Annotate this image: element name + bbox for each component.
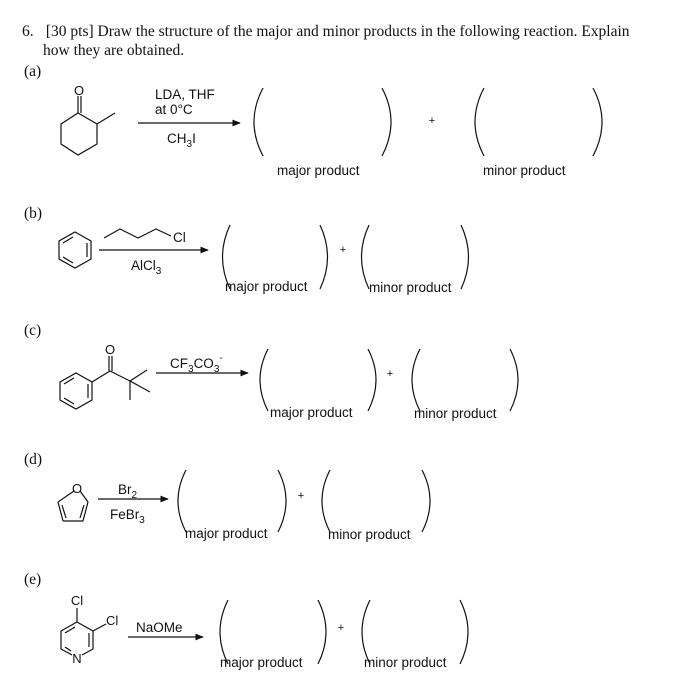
reagent-e-top: NaOMe xyxy=(136,620,183,635)
pivalophenone-structure xyxy=(60,356,150,409)
question-number: 6. xyxy=(22,23,34,40)
plus-sign-c: + xyxy=(386,368,394,380)
major-label-e: major product xyxy=(220,655,303,670)
dichloropyridine-structure xyxy=(61,608,106,655)
chlorine-label-b: Cl xyxy=(173,230,186,245)
minor-paren-left-b xyxy=(362,225,370,289)
plus-sign-e: + xyxy=(337,622,345,634)
minor-paren-right-c xyxy=(510,349,518,411)
minor-label-e: minor product xyxy=(364,655,447,670)
major-label-b: major product xyxy=(225,279,308,294)
chlorobutane-chain xyxy=(104,229,171,238)
part-b-label: (b) xyxy=(24,205,43,222)
major-label-a: major product xyxy=(277,163,360,178)
major-paren-left-c xyxy=(260,349,268,411)
plus-sign-d: + xyxy=(297,490,305,502)
reagent-a-bottom: $CH_3I$ xyxy=(167,131,196,150)
major-paren-left-d xyxy=(178,470,186,532)
minor-paren-right-b xyxy=(461,225,469,289)
benzene-structure xyxy=(59,232,91,268)
minor-paren-left-a xyxy=(475,88,484,156)
major-paren-right-a xyxy=(382,88,391,156)
major-paren-right-c xyxy=(368,349,376,411)
part-a-label: (a) xyxy=(24,63,42,80)
major-paren-right-d xyxy=(278,470,286,532)
part-e-label: (e) xyxy=(24,571,42,588)
reagent-c-top: $CF_3CO_3^-$ xyxy=(170,353,223,375)
plus-sign-b: + xyxy=(339,244,347,256)
part-d-label: (d) xyxy=(24,451,43,468)
major-paren-right-e xyxy=(318,600,326,664)
minor-paren-right-e xyxy=(460,600,468,664)
question-line-1: [30 pts] Draw the structure of the major and minor products in the following reaction. Explain xyxy=(45,23,630,40)
part-c-label: (c) xyxy=(24,322,42,339)
minor-label-a: minor product xyxy=(483,163,566,178)
major-label-c: major product xyxy=(270,405,353,420)
carbonyl-oxygen-a: O xyxy=(73,83,85,98)
minor-label-c: minor product xyxy=(414,406,497,421)
major-paren-right-b xyxy=(320,225,328,289)
major-paren-left-a xyxy=(254,88,263,156)
minor-paren-left-c xyxy=(412,349,420,411)
pyridine-nitrogen: N xyxy=(72,651,82,666)
minor-paren-left-d xyxy=(322,470,330,532)
reagent-a-top-2: at 0°C xyxy=(155,102,193,117)
furan-oxygen: O xyxy=(71,481,83,496)
minor-paren-right-a xyxy=(593,88,602,156)
major-label-d: major product xyxy=(185,526,268,541)
methylcyclohexanone-structure xyxy=(61,96,115,155)
question-line-2: how they are obtained. xyxy=(43,42,185,59)
chlorine-4-label: Cl xyxy=(70,593,84,608)
carbonyl-oxygen-c: O xyxy=(104,342,116,357)
minor-paren-right-d xyxy=(422,470,430,532)
reagent-a-top-1: LDA, THF xyxy=(155,87,215,102)
reagent-b-bottom: AlCl$_3$ xyxy=(131,258,162,277)
reagent-d-top: $Br_2$ xyxy=(118,482,138,501)
chlorine-3-label: Cl xyxy=(106,613,119,628)
minor-label-b: minor product xyxy=(369,280,452,295)
minor-label-d: minor product xyxy=(328,527,411,542)
reagent-d-bottom: FeBr$_3$ xyxy=(110,507,145,526)
plus-sign-a: + xyxy=(428,115,436,127)
